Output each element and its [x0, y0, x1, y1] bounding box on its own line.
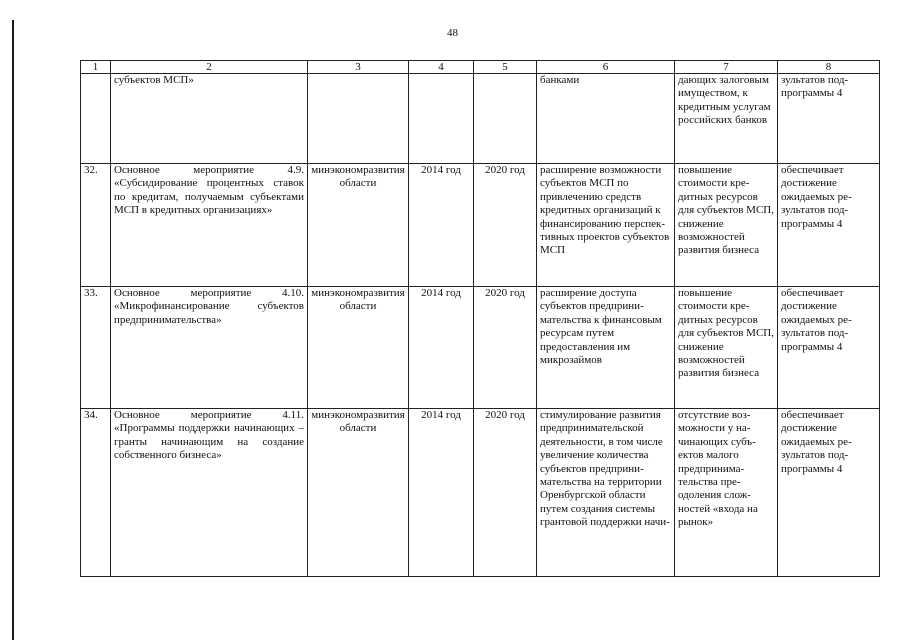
start-year: 2014 год: [409, 287, 474, 409]
start-year: [409, 74, 474, 164]
page-number: 48: [447, 27, 458, 39]
column-number: 2: [111, 61, 308, 74]
column-number: 3: [308, 61, 409, 74]
row-number: [81, 74, 111, 164]
table-row: [81, 287, 880, 409]
non-implementation-consequence: дающих залоговым имуществом, к кредитным услугам российских банков: [675, 74, 778, 164]
measure-name: субъектов МСП»: [111, 74, 308, 164]
indicator-link: обеспечивает достижение ожидаемых результатов подпрограммы 4: [778, 409, 880, 577]
expected-result: стимулирование развития предпринимательской деятельности, в том числе увеличение количества субъектов предпринимательства на территории Оренбургской области путем создания системы грантовой поддержки начи-: [537, 409, 675, 577]
non-implementation-consequence: повышение стоимости кредитных ресурсов для субъектов МСП, снижение возможностей развития бизнеса: [675, 287, 778, 409]
column-number: 5: [474, 61, 537, 74]
executor: минэкономразвития области: [308, 287, 409, 409]
expected-result: банками: [537, 74, 675, 164]
table-row: [81, 74, 880, 164]
measure-name: Основное мероприятие 4.11. «Программы поддержки начинающих – гранты начинающим на создание собственного бизнеса»: [111, 409, 308, 577]
column-number: 4: [409, 61, 474, 74]
column-number: 8: [778, 61, 880, 74]
executor: минэкономразвития области: [308, 164, 409, 287]
end-year: 2020 год: [474, 409, 537, 577]
column-number-row: [81, 61, 880, 74]
table-row: [81, 164, 880, 287]
measures-table: [80, 60, 880, 577]
measure-name: Основное мероприятие 4.9. «Субсидирование процентных ставок по кредитам, получаемым субъектами МСП в кредитных организациях»: [111, 164, 308, 287]
indicator-link: зультатов подпрограммы 4: [778, 74, 880, 164]
expected-result: расширение возможности субъектов МСП по привлечению средств кредитных организаций к финансированию перспективных проектов субъектов МСП: [537, 164, 675, 287]
row-number: 33.: [81, 287, 111, 409]
measure-name: Основное мероприятие 4.10. «Микрофинансирование субъектов предпринимательства»: [111, 287, 308, 409]
indicator-link: обеспечивает достижение ожидаемых результатов подпрограммы 4: [778, 287, 880, 409]
indicator-link: обеспечивает достижение ожидаемых результатов подпрограммы 4: [778, 164, 880, 287]
row-number: 32.: [81, 164, 111, 287]
expected-result: расширение доступа субъектов предпринимательства к финансовым ресурсам путем предоставления им микрозаймов: [537, 287, 675, 409]
start-year: 2014 год: [409, 164, 474, 287]
page-edge-line: [12, 20, 14, 640]
end-year: 2020 год: [474, 287, 537, 409]
column-number: 7: [675, 61, 778, 74]
end-year: [474, 74, 537, 164]
end-year: 2020 год: [474, 164, 537, 287]
start-year: 2014 год: [409, 409, 474, 577]
executor: минэкономразвития области: [308, 409, 409, 577]
non-implementation-consequence: отсутствие возможности у начинающих субъектов малого предпринимательства преодоления сложностей «входа на рынок»: [675, 409, 778, 577]
non-implementation-consequence: повышение стоимости кредитных ресурсов для субъектов МСП, снижение возможностей развития бизнеса: [675, 164, 778, 287]
row-number: 34.: [81, 409, 111, 577]
column-number: 6: [537, 61, 675, 74]
executor: [308, 74, 409, 164]
column-number: 1: [81, 61, 111, 74]
table-row: [81, 409, 880, 577]
